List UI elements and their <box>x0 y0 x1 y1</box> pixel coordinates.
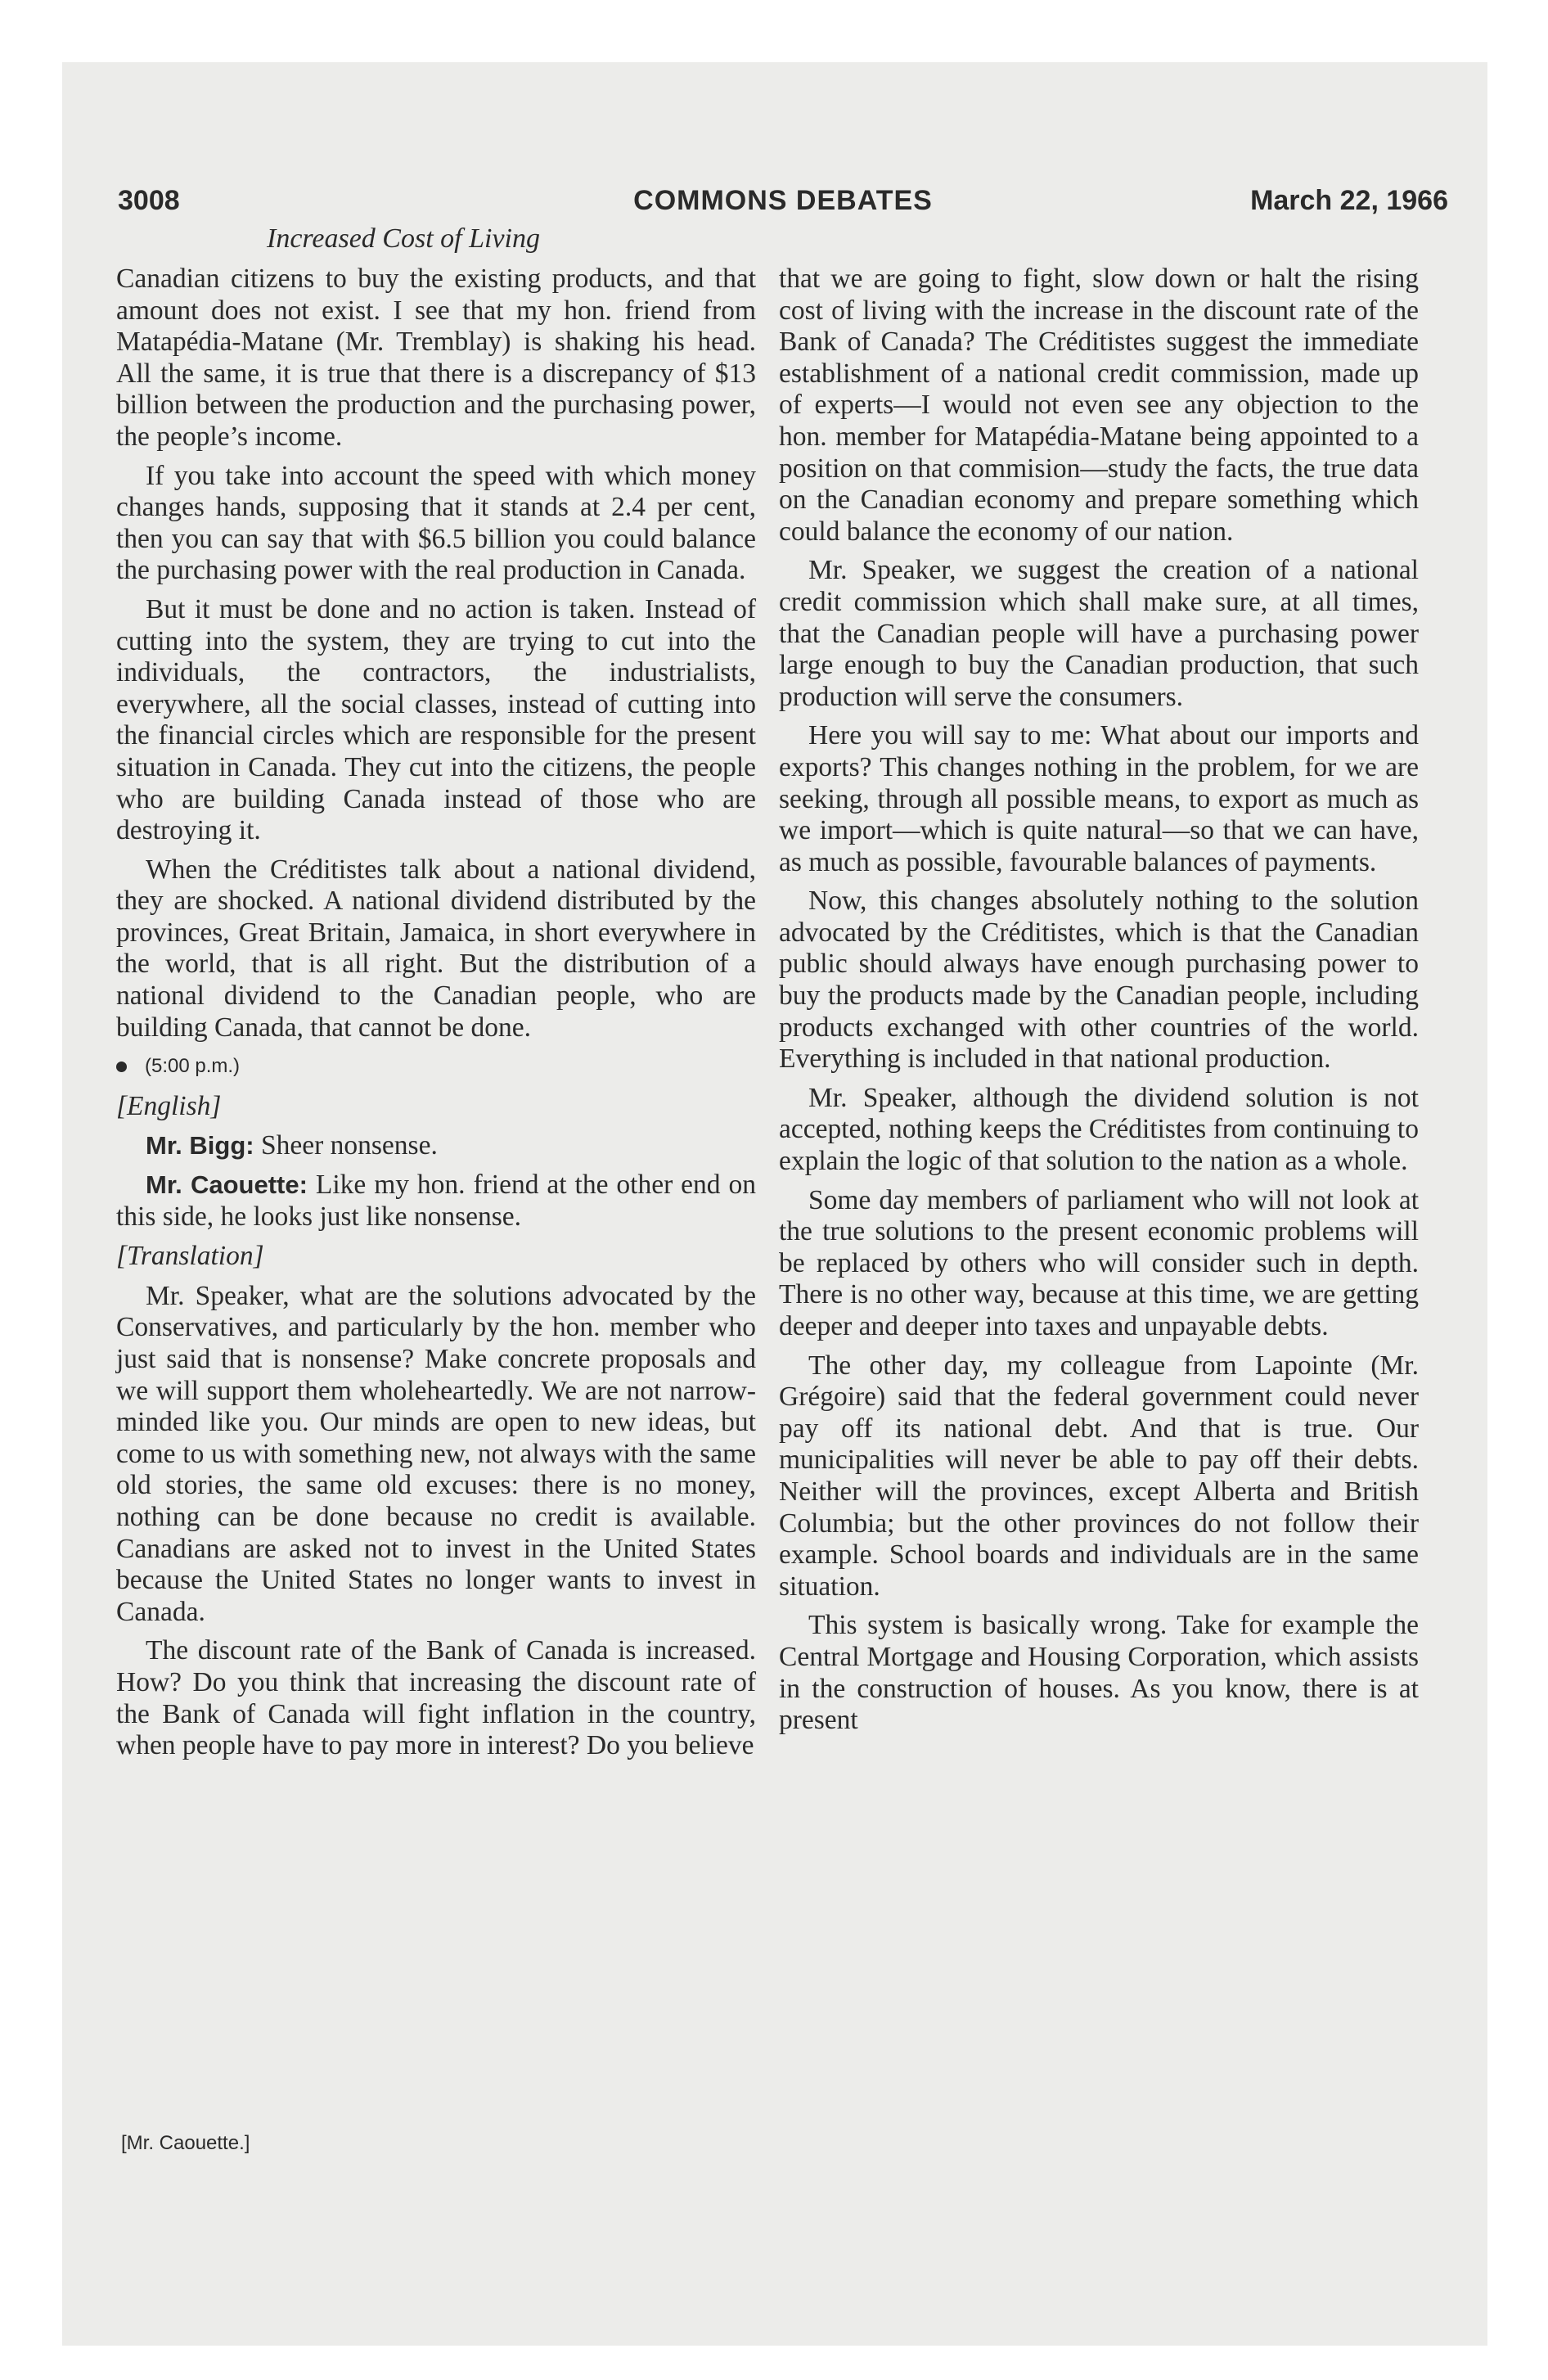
paragraph: Mr. Speaker, what are the solutions advocated by the Conservatives, and particularly by the hon. member who just said that is nonsense? Make concrete proposals and we will support them wholeheartedly. We are not narrow-minded like you. Our minds are open to new ideas, but come to us with something new, not always with the same old stories, the same old excuses: there is no money, nothing can be done because no credit is available. Canadians are asked not to invest in the United States because the United States no longer wants to invest in Canada. <box>116 1280 756 1627</box>
speaker-name: Mr. Caouette: <box>146 1170 308 1200</box>
paragraph: The discount rate of the Bank of Canada is increased. How? Do you think that increasing the discount rate of the Bank of Canada will fight inflation in the country, when people have to pay more in interest? Do you believe <box>116 1635 756 1761</box>
speech-bigg <box>116 1130 756 1162</box>
speech-caouette <box>116 1170 756 1233</box>
time-marker <box>116 1051 756 1083</box>
language-tag-translation: [Translation] <box>116 1241 264 1272</box>
paragraph: If you take into account the speed with which money changes hands, supposing that it stands at 2.4 per cent, then you can say that with $6.5 billion you could balance the purchasing power with the real production in Canada. <box>116 460 756 586</box>
language-tag-english: [English] <box>116 1090 222 1121</box>
paragraph: Here you will say to me: What about our imports and exports? This changes nothing in the problem, for we are seeking, through all possible means, to export as much as we import—which is quite natural—so that we can have, as much as possible, favourable balances of payments. <box>779 720 1419 877</box>
bullet-dot-icon <box>116 1062 127 1072</box>
speaker-name: Mr. Bigg: <box>146 1131 254 1161</box>
right-column <box>779 264 1419 1744</box>
paragraph: The other day, my colleague from Lapointe (Mr. Grégoire) said that the federal government could never pay off its national debt. And that is true. Our municipalities will never be able to pay off their debts. Neither will the provinces, except Alberta and British Columbia; but the other provinces do not follow their example. School boards and individuals are in the same situation. <box>779 1350 1419 1602</box>
left-column <box>116 264 756 1769</box>
paragraph: Canadian citizens to buy the existing products, and that amount does not exist. I see that my hon. friend from Matapédia-Matane (Mr. Tremblay) is shaking his head. All the same, it is true that there is a discrepancy of $13 billion between the production and the purchasing power, the people’s income. <box>116 264 756 452</box>
paragraph: But it must be done and no action is taken. Instead of cutting into the system, they are trying to cut into the individuals, the contractors, the industrialists, everywhere, all the social classes, instead of cutting into the financial circles which are responsible for the present situation in Canada. They cut into the citizens, the people who are building Canada instead of those who are destroying it. <box>116 593 756 846</box>
page-number: 3008 <box>118 185 180 216</box>
paragraph: Mr. Speaker, although the dividend solution is not accepted, nothing keeps the Créditistes from continuing to explain the logic of that solution to the nation as a whole. <box>779 1082 1419 1177</box>
time-marker-text: (5:00 p.m.) <box>145 1055 241 1078</box>
paragraph: When the Créditistes talk about a national dividend, they are shocked. A national dividend distributed by the provinces, Great Britain, Jamaica, in short everywhere in the world, that is all right. But the distribution of a national dividend to the Canadian people, who are building Canada, that cannot be done. <box>116 854 756 1043</box>
paragraph: that we are going to fight, slow down or halt the rising cost of living with the increase in the discount rate of the Bank of Canada? The Créditistes suggest the immediate establishment of a national credit commission, made up of experts—I would not even see any objection to the hon. member for Matapédia-Matane being appointed to a position on that commision—study the facts, the true data on the Canadian economy and prepare something which could balance the economy of our nation. <box>779 264 1419 547</box>
paragraph: Mr. Speaker, we suggest the creation of a national credit commission which shall make sure, at all times, that the Canadian people will have a purchasing power large enough to buy the Canadian production, that such production will serve the consumers. <box>779 555 1419 712</box>
paragraph: Now, this changes absolutely nothing to the solution advocated by the Créditistes, which is that the Canadian public should always have enough purchasing power to buy the products made by the Canadian people, including products exchanged with other countries of the world. Everything is included in that national production. <box>779 886 1419 1075</box>
subject-heading: Increased Cost of Living <box>267 223 540 254</box>
footer-speaker-tag: [Mr. Caouette.] <box>121 2132 250 2154</box>
speech-text: Sheer nonsense. <box>254 1130 438 1161</box>
paragraph: This system is basically wrong. Take for example the Central Mortgage and Housing Corporation, which assists in the construction of houses. As you know, there is at present <box>779 1610 1419 1736</box>
paragraph: Some day members of parliament who will not look at the true solutions to the present economic problems will be replaced by others who will consider such in depth. There is no other way, because at this time, we are getting deeper and deeper into taxes and unpayable debts. <box>779 1184 1419 1341</box>
page-header <box>118 185 1448 226</box>
speech-text: Like my hon. friend at the other end on this side, he looks just like nonsense. <box>116 1170 756 1232</box>
page-date: March 22, 1966 <box>1250 185 1448 216</box>
publication-title: COMMONS DEBATES <box>633 185 933 216</box>
